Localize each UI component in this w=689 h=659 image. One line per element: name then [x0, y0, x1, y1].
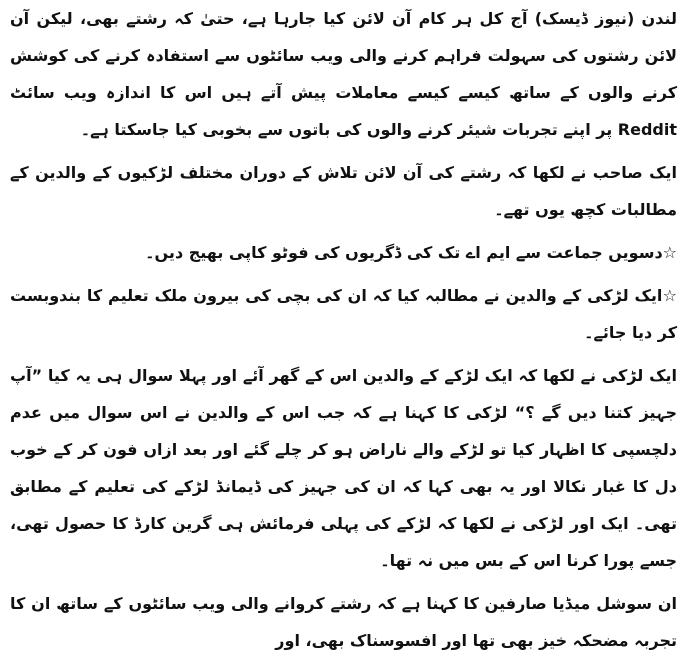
article-body: [10, 0, 677, 659]
paragraph-dowry-story: ایک لڑکی نے لکھا کہ ایک لڑکے کے والدین اس کے گھر آئے اور پہلا سوال ہی یہ کیا ”آپ جہیز کتنا دیں گے ؟“ لڑکی کا کہنا ہے کہ جب اس کے والدین نے اس سوال میں عدم دلچسپی کا اظہار کیا تو لڑکے والے ناراض ہو کر چلے گئے اور بعد ازاں فون کر کے خوب دل کا غبار نکالا اور یہ بھی کہا کہ ان کی جہیز کی ڈیمانڈ لڑکے کی تعلیم کے مطابق تھی۔ ایک اور لڑکی نے لکھا کہ لڑکے کی پہلی فرمائش ہی گرین کارڈ کا حصول تھی، جسے پورا کرنا اس کے بس میں نہ تھا۔: [10, 366, 677, 570]
paragraph-demands-intro: ایک صاحب نے لکھا کہ رشتے کی آن لائن تلاش کے دوران مختلف لڑکیوں کے والدین کے مطالبات کچھ یوں تھے۔: [10, 163, 677, 219]
bullet-education-abroad: ☆ایک لڑکی کے والدین نے مطالبہ کیا کہ ان کی بچی کی بیرون ملک تعلیم کا بندوبست کر دیا جائے۔: [10, 286, 677, 342]
paragraph-conclusion: ان سوشل میڈیا صارفین کا کہنا ہے کہ رشتے کروانے والی ویب سائٹوں کے ساتھ ان کا تجربہ مضحکہ خیز بھی تھا اور افسوسناک بھی، اور: [10, 594, 677, 650]
bullet-degrees: ☆دسویں جماعت سے ایم اے تک کی ڈگریوں کی فوٹو کاپی بھیج دیں۔: [145, 243, 677, 262]
paragraph-intro: لندن (نیوز ڈیسک) آج کل ہر کام آن لائن کیا جارہا ہے، حتیٰ کہ رشتے بھی، لیکن آن لائن رشتوں کی سہولت فراہم کرنے والی ویب سائٹوں سے استفادہ کرنے کی کوشش کرنے والوں کے ساتھ کیسے کیسے معاملات پیش آتے ہیں اس کا اندازہ ویب سائٹ Reddit پر اپنے تجربات شیئر کرنے والوں کی باتوں سے بخوبی کیا جاسکتا ہے۔: [10, 9, 677, 139]
